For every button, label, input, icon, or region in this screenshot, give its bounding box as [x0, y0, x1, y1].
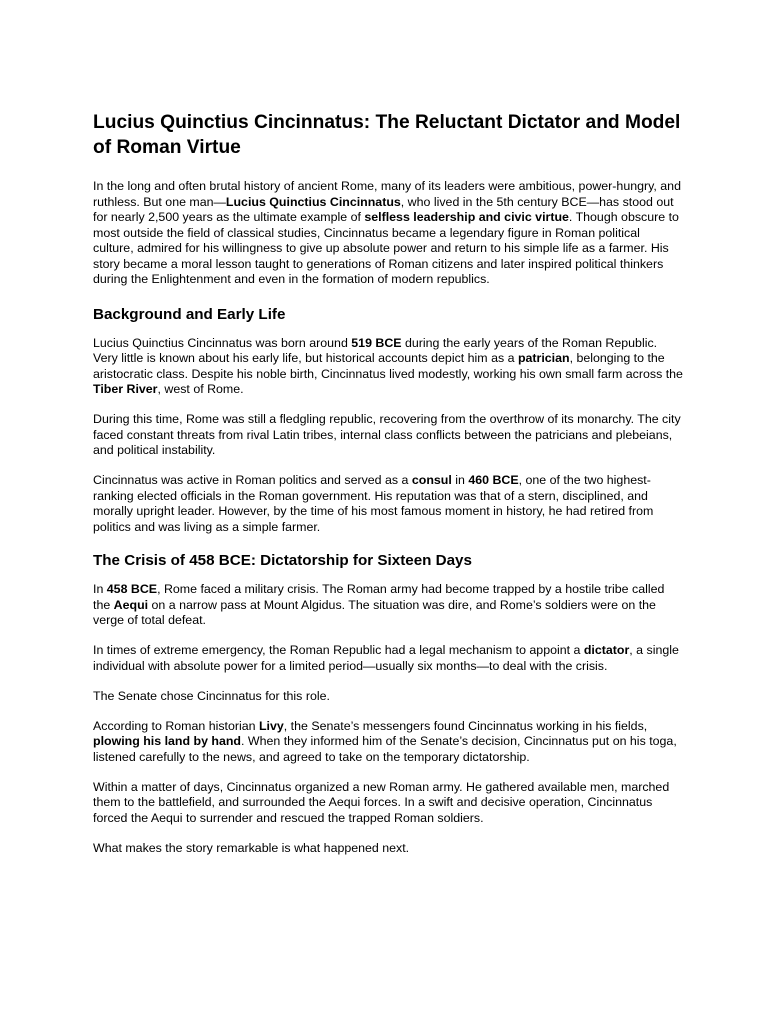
bold-term: plowing his land by hand [93, 734, 241, 748]
body-paragraph: In 458 BCE, Rome faced a military crisis. The Roman army had become trapped by a hostile tribe called the Aequi on a narrow pass at Mount Algidus. The situation was dire, and Rome’s soldiers were on the verge of total defeat. [93, 582, 665, 627]
bold-term: 460 BCE [468, 473, 519, 487]
body-paragraph: According to Roman historian Livy, the Senate’s messengers found Cincinnatus working in his fields, plowing his land by hand. When they informed him of the Senate’s decision, Cincinnatus put on his toga, listened carefully to the news, and agreed to take on the temporary dictatorship. [93, 718, 677, 764]
section-heading: The Crisis of 458 BCE: Dictatorship for Sixteen Days [93, 552, 472, 569]
bold-term: 458 BCE [106, 582, 158, 596]
body-paragraph: The Senate chose Cincinnatus for this role. [93, 688, 330, 703]
body-paragraph: Lucius Quinctius Cincinnatus was born around 519 BCE during the early years of the Roman Republic. Very little is known about his early life, but historical accounts depict him as a patrician, belonging to the aristocratic class. Despite his noble birth, Cincinnatus lived modestly, working his own small farm across the Tiber River, west of Rome. [93, 335, 683, 396]
bold-term: 519 BCE [351, 335, 402, 350]
bold-term: selfless leadership and civic virtue [364, 210, 569, 224]
section-heading: Background and Early Life [93, 305, 286, 323]
section-crisis [93, 551, 683, 856]
bold-term: consul [411, 473, 452, 487]
body-paragraph: Cincinnatus was active in Roman politics and served as a consul in 460 BCE, one of the two highest-ranking elected officials in the Roman government. His reputation was that of a stern, disciplined, and morally upright leader. However, by the time of his most famous moment in history, he had retired from politics and was living as a simple farmer. [93, 473, 654, 534]
document-title: Lucius Quinctius Cincinnatus: The Reluctant Dictator and Model of Roman Virtue [93, 112, 681, 158]
bold-term: dictator [583, 643, 630, 657]
body-paragraph: During this time, Rome was still a fledgling republic, recovering from the overthrow of its monarchy. The city faced constant threats from rival Latin tribes, internal class conflicts between the patricians and plebeians, and political instability. [93, 412, 681, 457]
bold-term: Livy [258, 718, 284, 733]
body-paragraph: Within a matter of days, Cincinnatus organized a new Roman army. He gathered available men, marched them to the battlefield, and surrounded the Aequi forces. In a swift and decisive operation, Cincinnatus forced the Aequi to surrender and rescued the trapped Roman soldiers. [93, 779, 670, 825]
body-paragraph: In times of extreme emergency, the Roman Republic had a legal mechanism to appoint a dictator, a single individual with absolute power for a limited period—usually six months—to deal with the crisis. [93, 643, 679, 673]
bold-term: patrician [517, 351, 570, 365]
bold-term: Lucius Quinctius Cincinnatus [225, 194, 401, 209]
bold-term: Tiber River [93, 382, 158, 396]
section-background [93, 305, 683, 536]
bold-term: Aequi [113, 597, 149, 612]
document-page [93, 110, 683, 871]
body-paragraph: What makes the story remarkable is what happened next. [93, 840, 410, 855]
intro-paragraph: In the long and often brutal history of ancient Rome, many of its leaders were ambitious, power-hungry, and ruthless. But one man—Lucius Quinctius Cincinnatus, who lived in the 5th century BCE—has stood out for nearly 2,500 years as the ultimate example of selfless leadership and civic virtue. Though obscure to most outside the field of classical studies, Cincinnatus became a legendary figure in Roman political culture, admired for his willingness to give up absolute power and return to his simple life as a farmer. His story became a moral lesson taught to generations of Roman citizens and later inspired political thinkers during the Enlightenment and even in the formation of modern republics. [93, 179, 681, 286]
